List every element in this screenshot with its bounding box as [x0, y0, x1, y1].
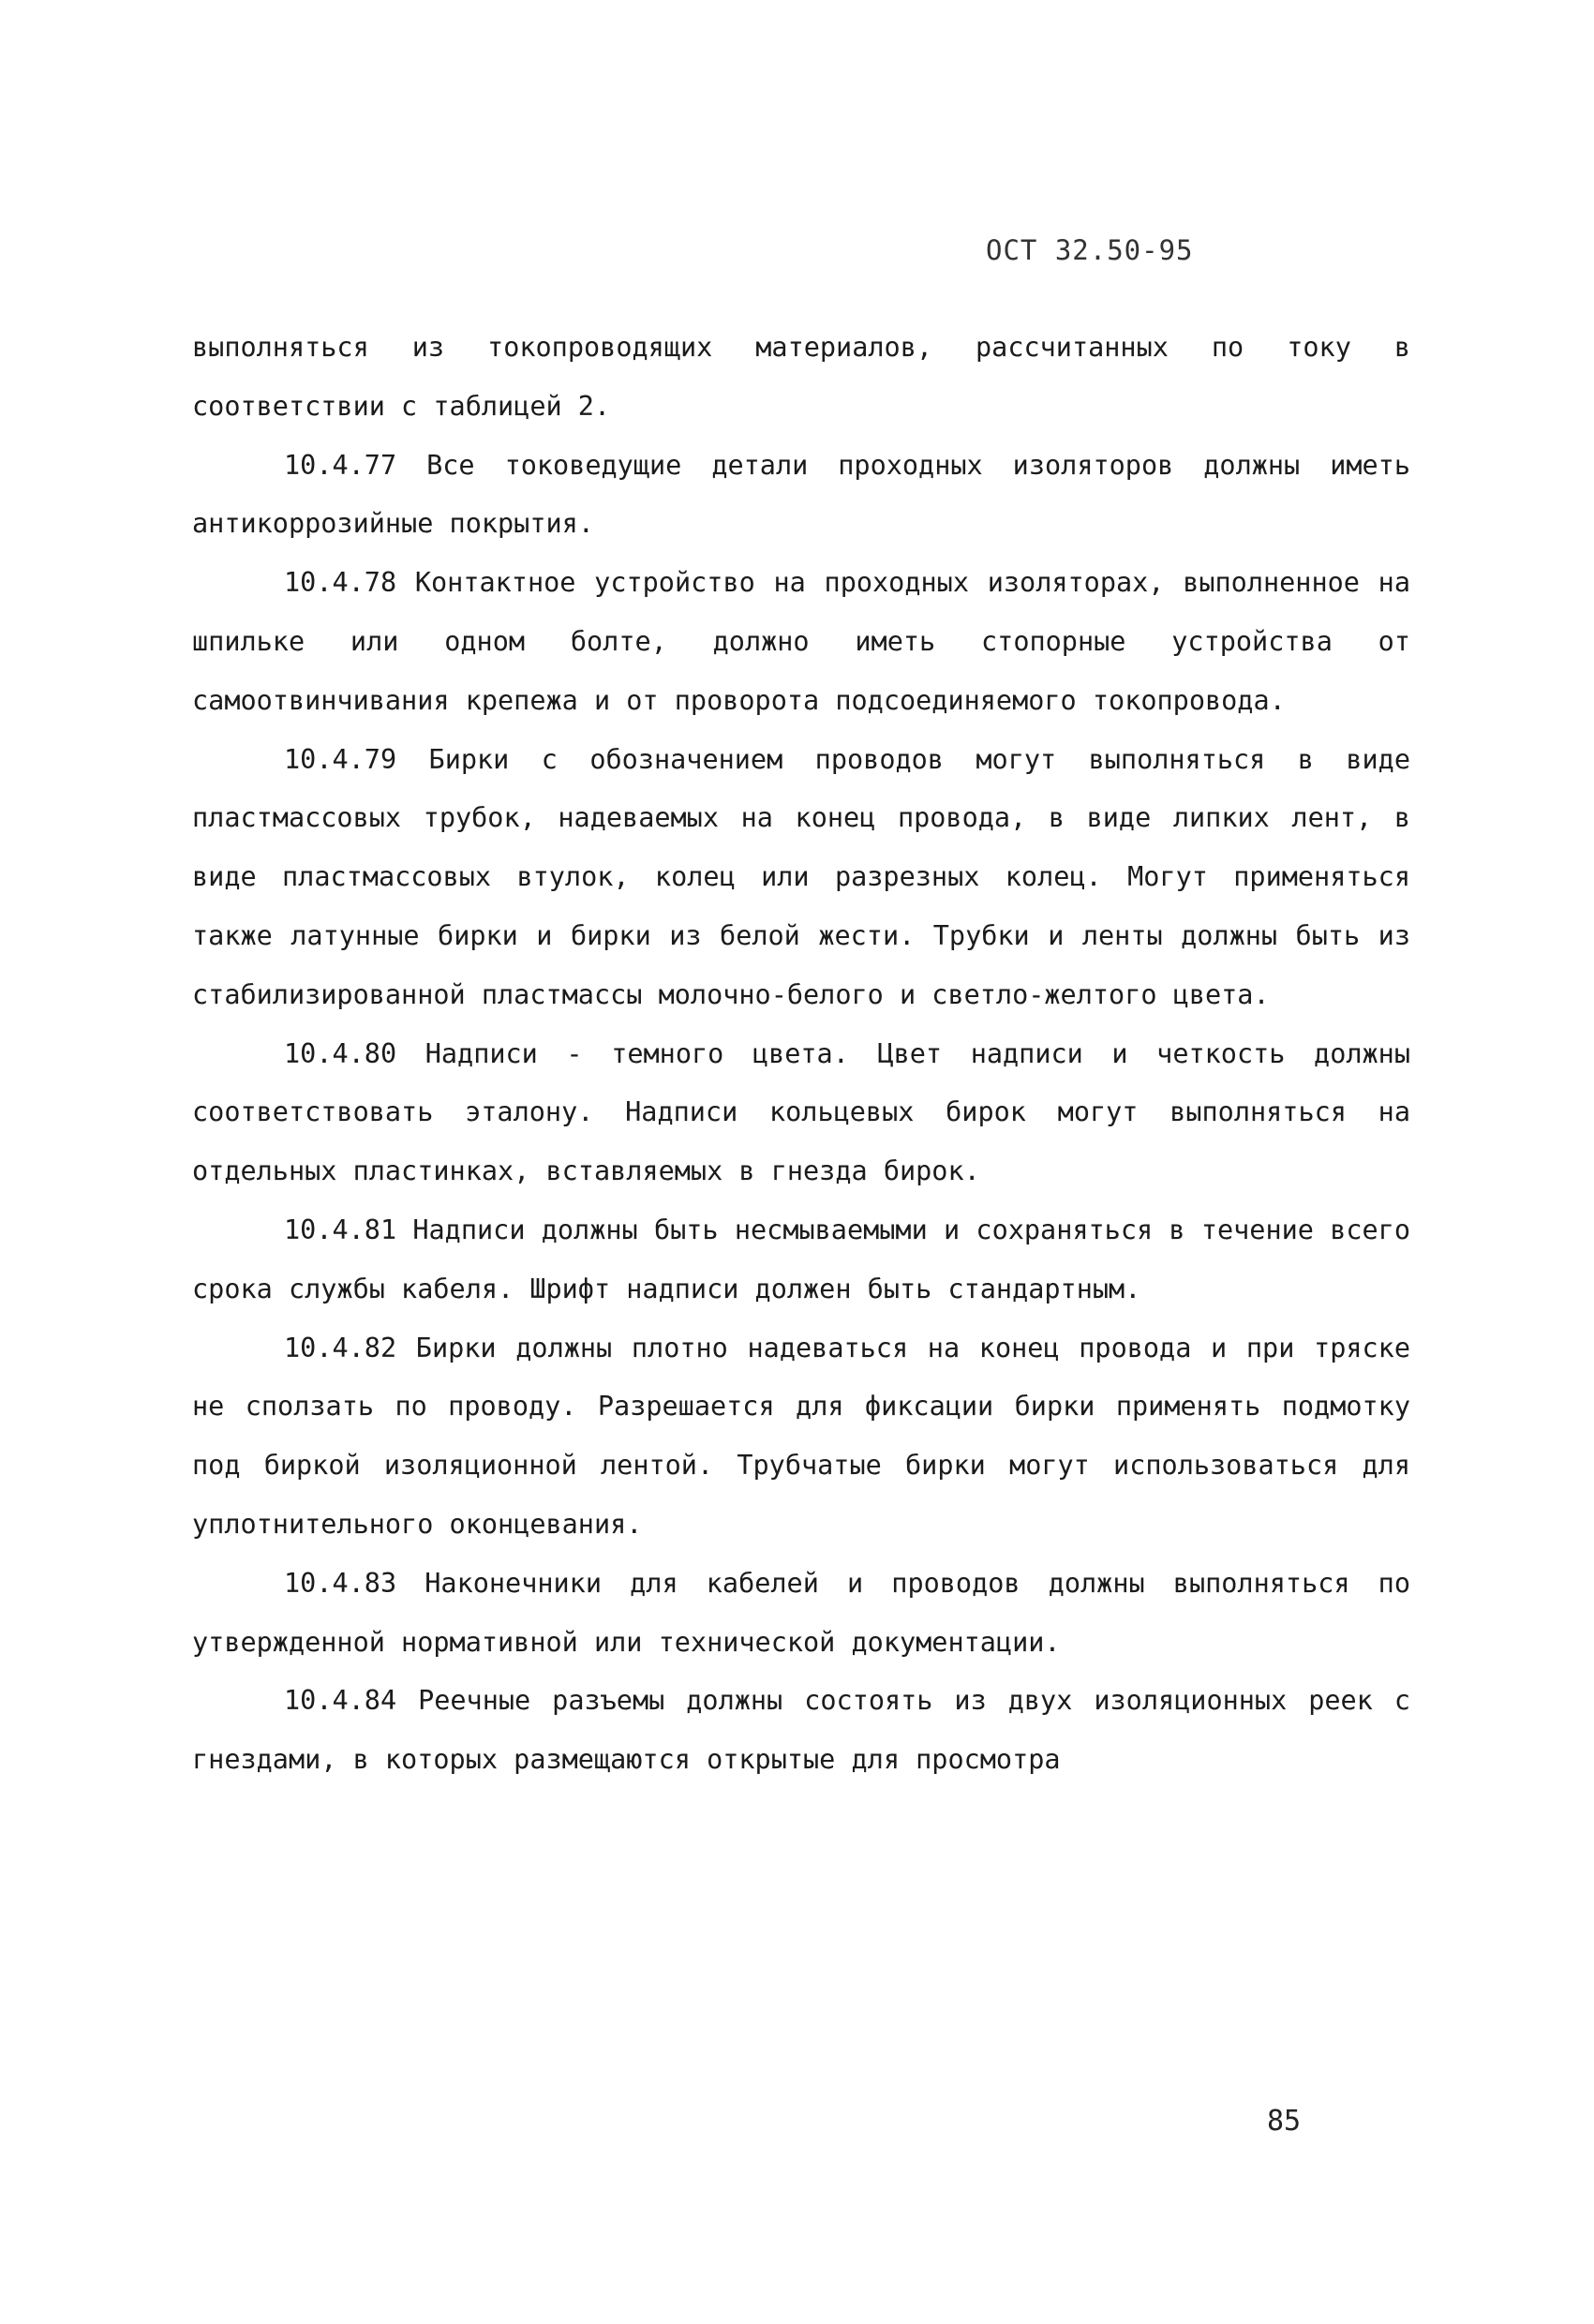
paragraph-10-4-80: 10.4.80 Надписи - темного цвета. Цвет надписи и четкость должны соответствовать эталону. Надписи кольцевых бирок могут выполняться на отдельных пластинках, вставляемых в гнезда бирок. [192, 1037, 1410, 1187]
paragraph-10-4-84: 10.4.84 Реечные разъемы должны состоять из двух изоляционных реек с гнездами, в которых размещаются открытые для просмотра [192, 1685, 1410, 1776]
document-body [192, 319, 1410, 1790]
paragraph-10-4-77: 10.4.77 Все токоведущие детали проходных изоляторов должны иметь антикоррозийные покрытия. [192, 449, 1410, 540]
paragraph-10-4-81: 10.4.81 Надписи должны быть несмываемыми и сохраняться в течение всего срока службы кабеля. Шрифт надписи должен быть стандартным. [192, 1214, 1410, 1304]
paragraph-10-4-78: 10.4.78 Контактное устройство на проходных изоляторах, выполненное на шпильке или одном болте, должно иметь стопорные устройства от самоотвинчивания крепежа и от проворота подсоединяемого токопровода. [192, 567, 1410, 716]
paragraph-10-4-82: 10.4.82 Бирки должны плотно надеваться на конец провода и при тряске не сползать по проводу. Разрешается для фиксации бирки применять подмотку под биркой изоляционной лентой. Трубчатые бирки могут использоваться для уплотнительного оконцевания. [192, 1332, 1410, 1540]
page-number: 85 [1267, 2105, 1302, 2138]
paragraph-10-4-83: 10.4.83 Наконечники для кабелей и проводов должны выполняться по утвержденной нормативной или технической документации. [192, 1567, 1410, 1658]
paragraph-10-4-79: 10.4.79 Бирки с обозначением проводов могут выполняться в виде пластмассовых трубок, надеваемых на конец провода, в виде липких лент, в виде пластмассовых втулок, колец или разрезных колец. Могут применяться также латунные бирки и бирки из белой жести. Трубки и ленты должны быть из стабилизированной пластмассы молочно-белого и светло-желтого цвета. [192, 743, 1410, 1010]
document-code: ОСТ 32.50-95 [986, 234, 1194, 266]
paragraph-continuation: выполняться из токопроводящих материалов, рассчитанных по току в соответствии с таблицей 2. [192, 332, 1410, 422]
